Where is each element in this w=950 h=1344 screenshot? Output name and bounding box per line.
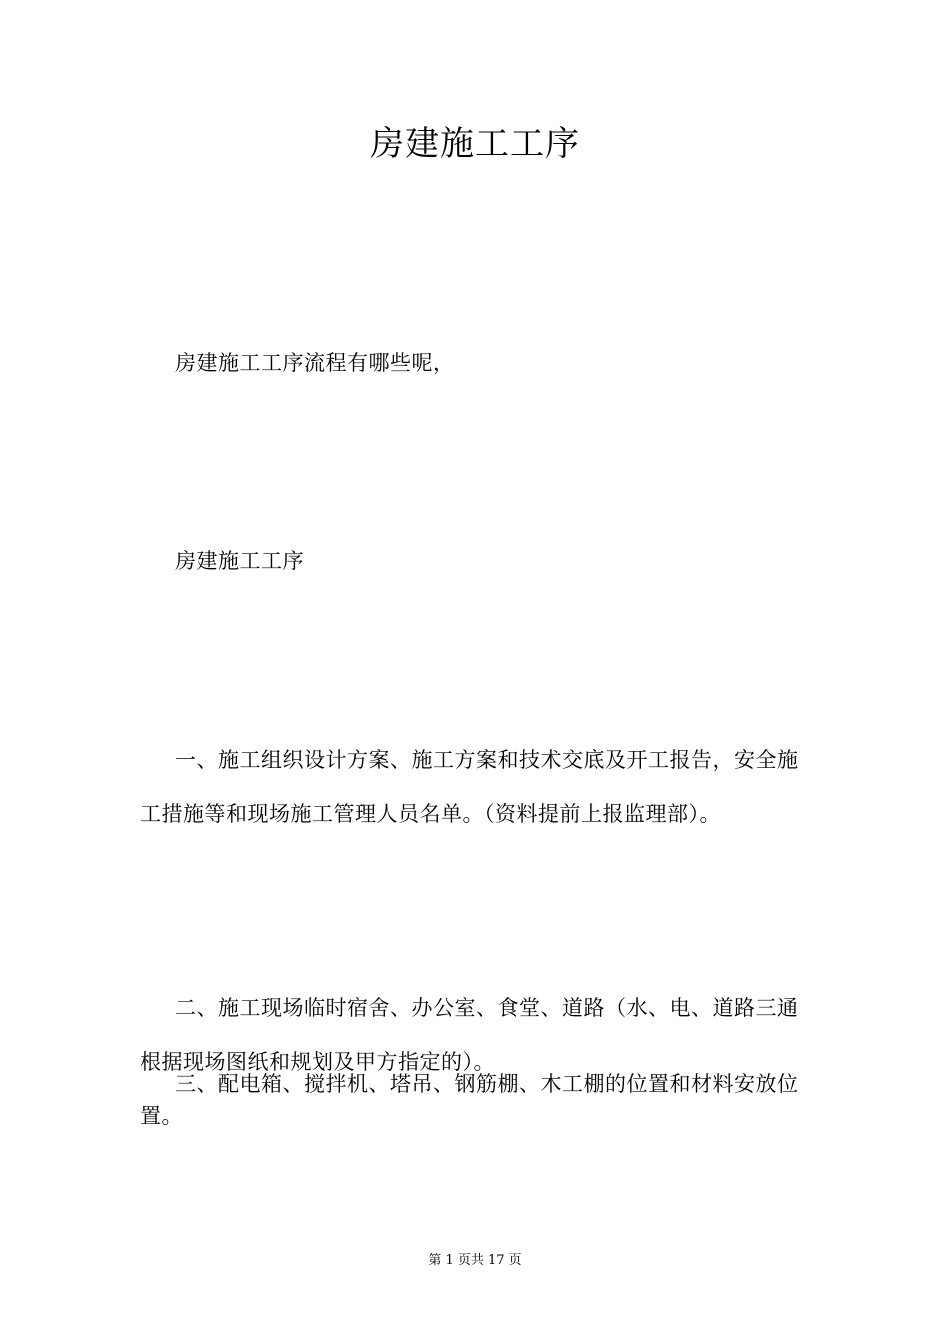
paragraph-item-1: 一、施工组织设计方案、施工方案和技术交底及开工报告，安全施工措施等和现场施工管理人员名单。（资料提前上报监理部）。	[140, 748, 799, 826]
page-title: 房建施工工序	[370, 124, 580, 164]
paragraph-item-3: 三、配电箱、搅拌机、塔吊、钢筋棚、木工棚的位置和材料安放位置。	[140, 1072, 799, 1128]
paragraph-subtitle: 房建施工工序	[175, 549, 304, 573]
page-number-footer: 第 1 页共 17 页	[428, 1253, 522, 1268]
paragraph-intro: 房建施工工序流程有哪些呢，	[175, 351, 455, 375]
paragraph-item-2: 二、施工现场临时宿舍、办公室、食堂、道路（水、电、道路三通根据现场图纸和规划及甲方指定的）。	[140, 996, 799, 1074]
